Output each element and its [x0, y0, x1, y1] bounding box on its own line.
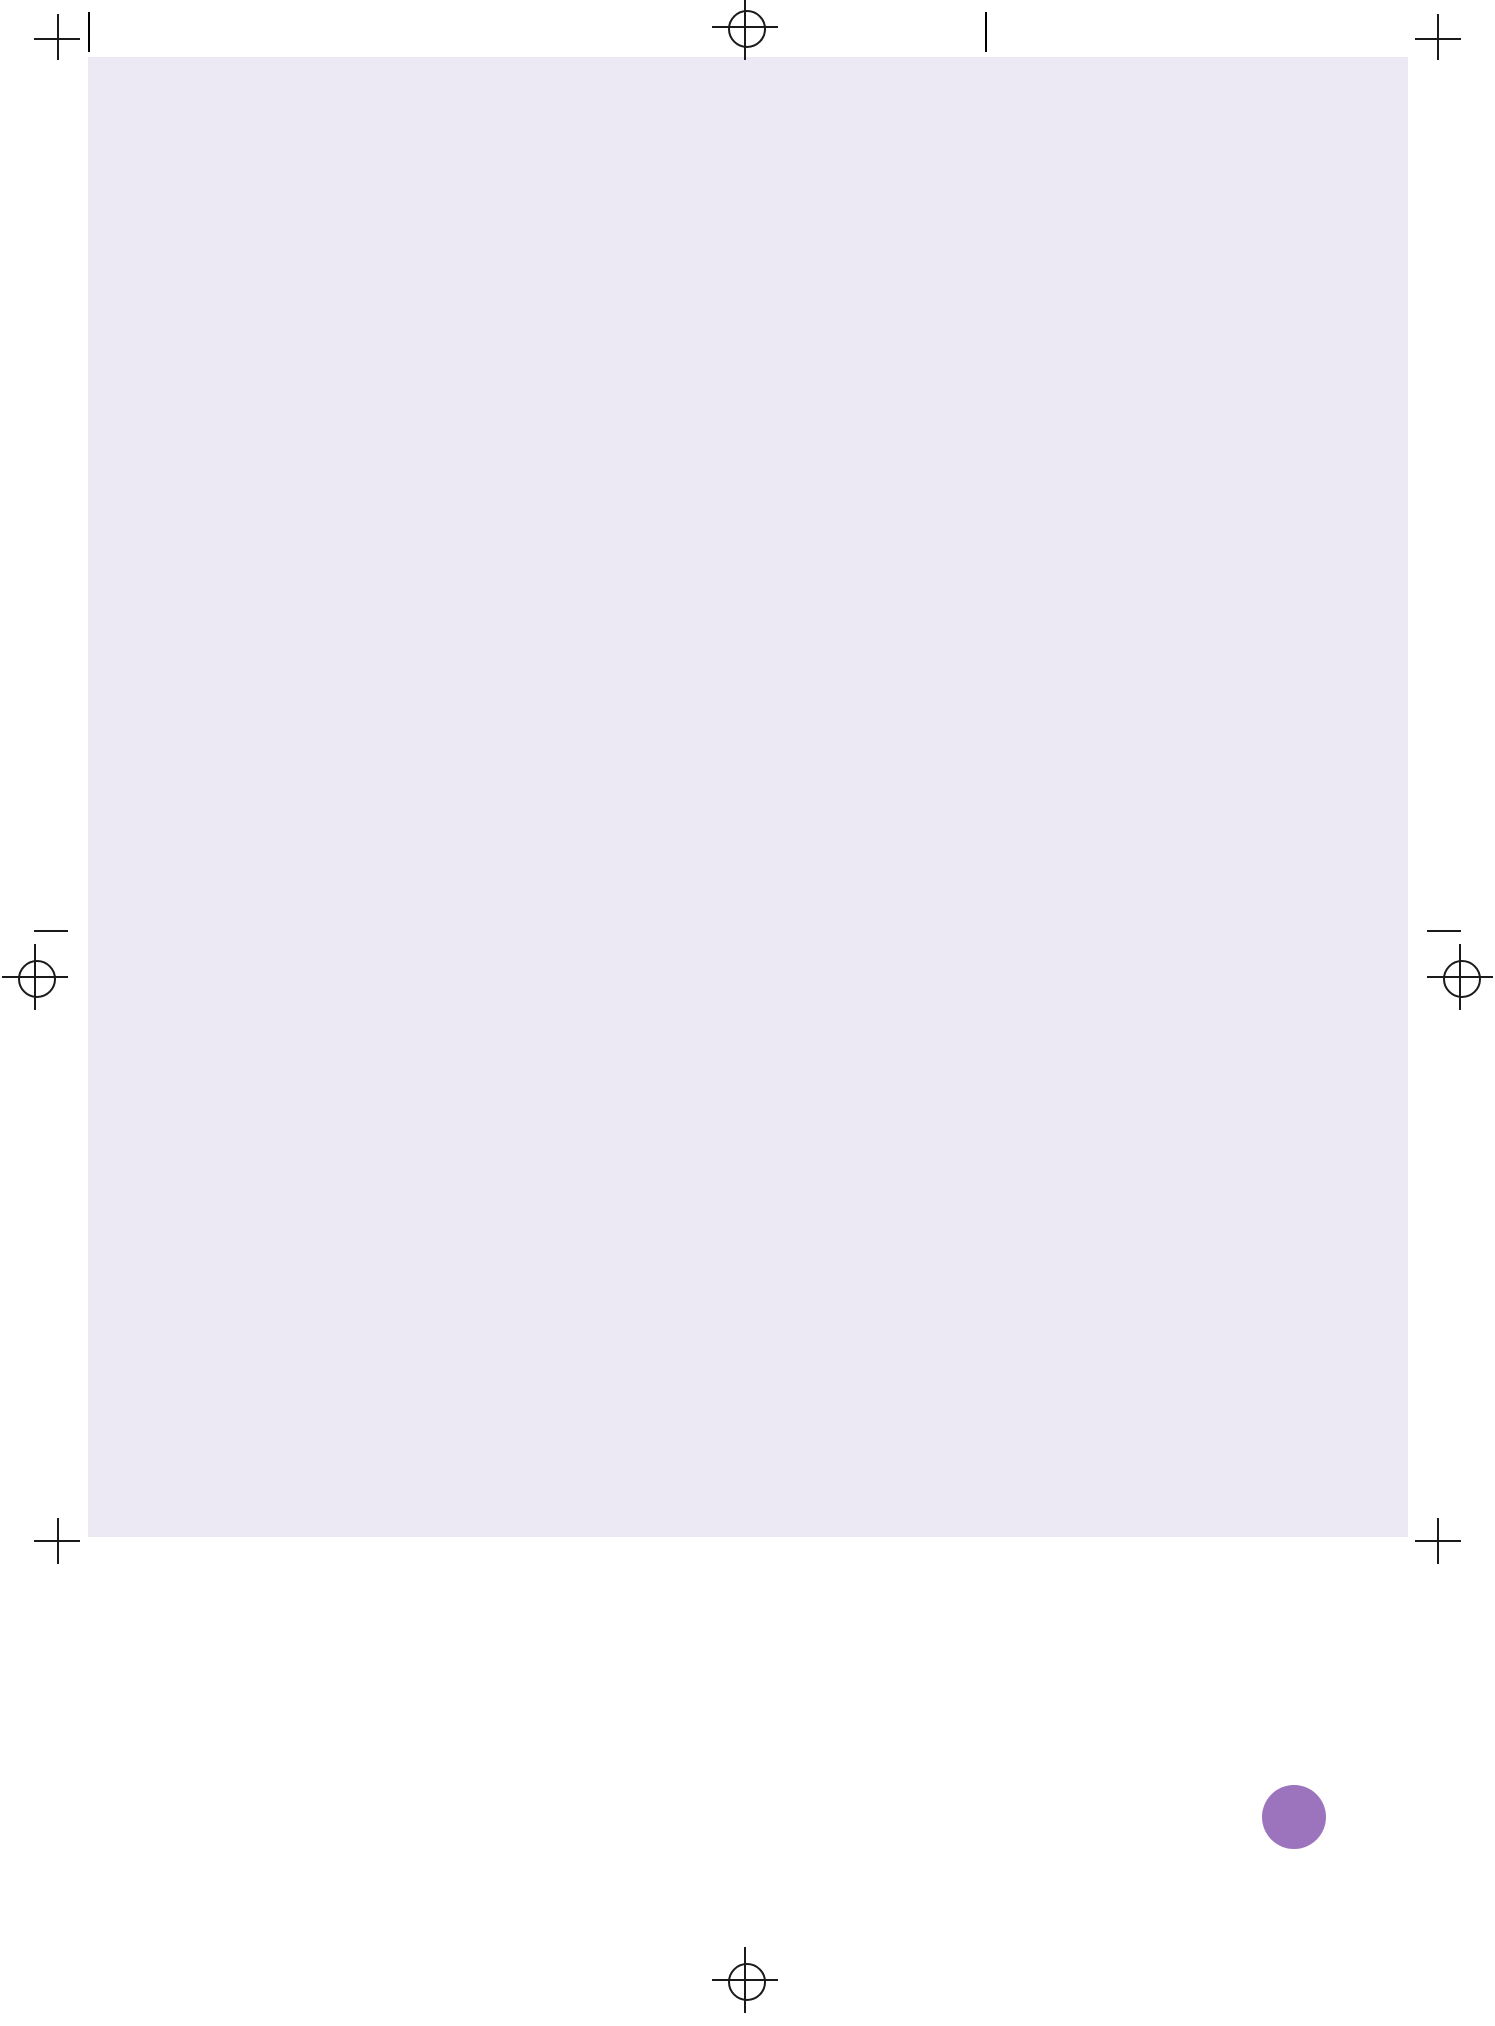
crop-mark-bottom-left-v [57, 1518, 59, 1564]
registration-target-bottom [728, 1963, 766, 2001]
grayscale-calibration-bar [88, 12, 90, 52]
bleed-mark-right-upper [1427, 930, 1461, 932]
bleed-mark-left-upper [34, 930, 68, 932]
crop-mark-top-left-v [57, 14, 59, 60]
registration-target-left [18, 960, 56, 998]
registration-right-vline [1459, 944, 1461, 1010]
crop-mark-bottom-right-v [1437, 1518, 1439, 1564]
registration-target-top [728, 10, 766, 48]
registration-left-vline [34, 944, 36, 1010]
crop-mark-top-right-v [1437, 14, 1439, 60]
registration-top-vline [744, 0, 746, 60]
registration-bottom-vline [744, 1947, 746, 2013]
page-background [88, 57, 1408, 1537]
color-calibration-bar [985, 12, 987, 52]
page-number-badge [1262, 1785, 1326, 1849]
registration-target-right [1443, 960, 1481, 998]
